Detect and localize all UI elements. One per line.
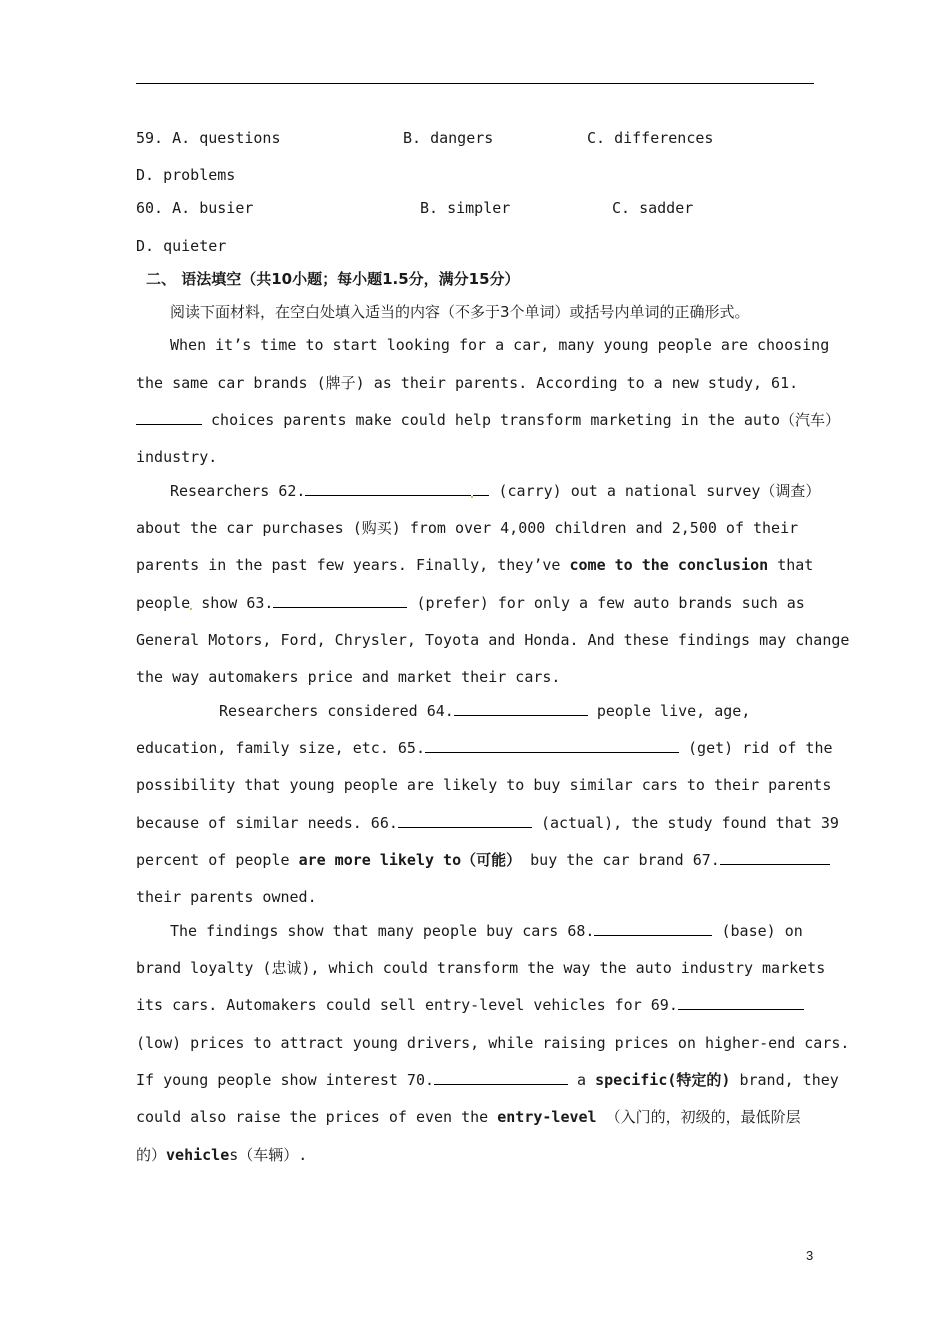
q60-option-b: B. simpler [420, 199, 511, 217]
bold-phrase: are more likely to（可能） [298, 851, 522, 869]
bold-phrase: come to the conclusion [569, 556, 769, 574]
p4-line: (low) prices to attract young drivers, while raising prices on higher-end cars. [136, 1034, 850, 1052]
answer-blank-68[interactable] [594, 921, 712, 936]
q60-option-c: C. sadder [612, 199, 694, 217]
q59-option-b: B. dangers [403, 129, 494, 147]
bold-phrase: entry-level [497, 1108, 597, 1126]
p3-line-blank: because of similar needs. 66. (actual), the study found that 39 [136, 814, 839, 832]
answer-blank-63[interactable] [273, 593, 407, 608]
answer-blank-61[interactable] [136, 410, 202, 425]
p2-line: General Motors, Ford, Chrysler, Toyota and Honda. And these findings may change [136, 631, 850, 649]
p2-line-blank: Researchers 62. (carry) out a national survey（调查） [170, 482, 821, 500]
p3-line: their parents owned. [136, 888, 317, 906]
p3-line-blank: education, family size, etc. 65. (get) rid of the [136, 739, 833, 757]
p4-line-blank: The findings show that many people buy cars 68. (base) on [170, 922, 803, 940]
p2-line: about the car purchases (购买) from over 4,000 children and 2,500 of their [136, 519, 799, 537]
p3-line-blank: Researchers considered 64. people live, age, [219, 702, 751, 720]
p3-line: possibility that young people are likely to buy similar cars to their parents [136, 776, 832, 794]
q60-option-a: 60. A. busier [136, 199, 254, 217]
header-rule [136, 83, 814, 84]
q59-option-a: 59. A. questions [136, 129, 281, 147]
p4-line: could also raise the prices of even the entry-level （入门的，初级的，最低阶层 [136, 1108, 801, 1126]
dot-mark [190, 608, 192, 610]
q59-option-d: D. problems [136, 166, 236, 184]
page-number: 3 [806, 1248, 814, 1263]
answer-blank-65[interactable] [425, 738, 679, 753]
q60-option-d: D. quieter [136, 237, 227, 255]
p2-line-blank: people show 63. (prefer) for only a few auto brands such as [136, 594, 805, 612]
p4-line: brand loyalty (忠诚), which could transform the way the auto industry markets [136, 959, 826, 977]
bold-phrase: specific(特定的) [595, 1071, 731, 1089]
answer-blank-70[interactable] [434, 1070, 568, 1085]
p2-line: the way automakers price and market their cars. [136, 668, 561, 686]
p1-line-blank: choices parents make could help transform marketing in the auto（汽车） [136, 410, 840, 430]
q59-option-c: C. differences [587, 129, 714, 147]
p2-line: parents in the past few years. Finally, they’ve come to the conclusion that [136, 556, 814, 574]
p1-line: industry. [136, 448, 218, 466]
p1-line: When it’s time to start looking for a car, many young people are choosing [170, 336, 830, 354]
p4-line-blank: its cars. Automakers could sell entry-level vehicles for 69. [136, 995, 804, 1015]
answer-blank-69[interactable] [678, 995, 804, 1010]
answer-blank-64[interactable] [454, 701, 588, 716]
p1-line: the same car brands (牌子) as their parents. According to a new study, 61. [136, 374, 799, 392]
answer-blank-62[interactable] [305, 481, 471, 496]
answer-blank-66[interactable] [398, 813, 532, 828]
answer-blank-67[interactable] [720, 850, 830, 865]
p4-line-blank: If young people show interest 70. a specific(特定的) brand, they [136, 1071, 839, 1089]
dot-mark [471, 496, 473, 498]
p3-line-blank: percent of people are more likely to（可能） buy the car brand 67. [136, 850, 830, 870]
section-title: 二、 语法填空（共10小题；每小题1.5分，满分15分） [146, 270, 520, 288]
bold-phrase: vehicle [166, 1146, 230, 1164]
section-instruction: 阅读下面材料，在空白处填入适当的内容（不多于3个单词）或括号内单词的正确形式。 [170, 303, 750, 321]
p4-line: 的）vehicles（车辆）. [136, 1146, 308, 1164]
